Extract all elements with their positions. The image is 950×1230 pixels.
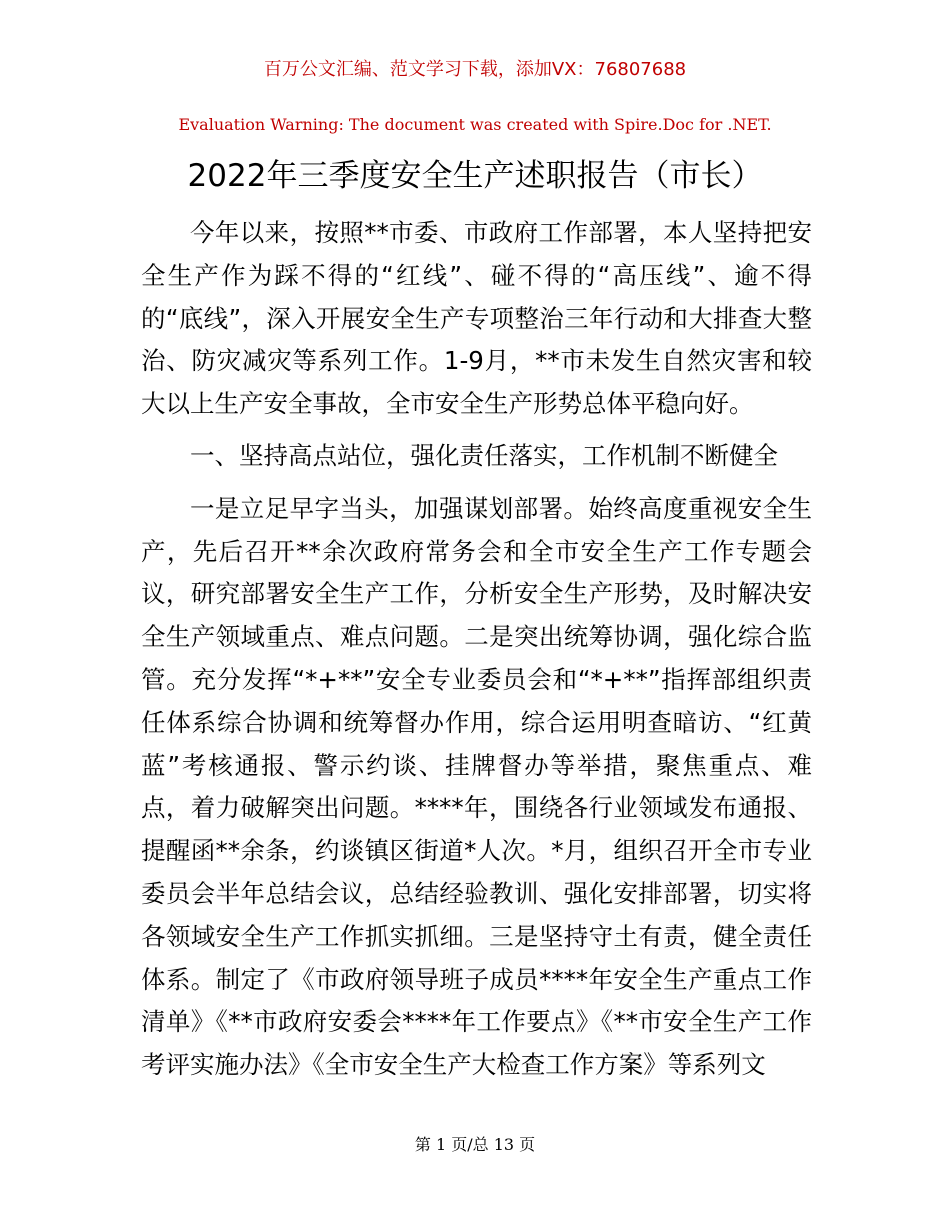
intro-paragraph: 今年以来，按照**市委、市政府工作部署，本人坚持把安全生产作为踩不得的“红线”、碰不得的“高压线”、逾不得的“底线”，深入开展安全生产专项整治三年行动和大排查大整治、防灾减灾等系列工作。1-9月，**市未发生自然灾害和较大以上生产安全事故，全市安全生产形势总体平稳向好。 <box>141 218 812 419</box>
document-title: 2022年三季度安全生产述职报告（市长） <box>187 158 763 194</box>
section-heading: 一、坚持高点站位，强化责任落实，工作机制不断健全 <box>190 441 778 471</box>
body-paragraph: 一是立足早字当头，加强谋划部署。始终高度重视安全生产，先后召开**余次政府常务会和全市安全生产工作专题会议，研究部署安全生产工作，分析安全生产形势，及时解决安全生产领域重点、难点问题。二是突出统筹协调，强化综合监管。充分发挥“*+**”安全专业委员会和“*+**”指挥部组织责任体系综合协调和统筹督办作用，综合运用明查暗访、“红黄蓝”考核通报、警示约谈、挂牌督办等举措，聚焦重点、难点，着力破解突出问题。****年，围绕各行业领域发布通报、提醒函**余条，约谈镇区街道*人次。*月，组织召开全市专业委员会半年总结会议，总结经验教训、强化安排部署，切实将各领域安全生产工作抓实抓细。三是坚持守土有责，健全责任体系。制定了《市政府领导班子成员****年安全生产重点工作清单》《**市政府安委会****年工作要点》《**市安全生产工作考评实施办法》《全市安全生产大检查工作方案》等系列文 <box>141 493 812 1080</box>
document-body <box>141 212 812 1087</box>
page-number-footer: 第 1 页/总 13 页 <box>414 1135 536 1154</box>
header-banner: 百万公文汇编、范文学习下载，添加VX：76807688 <box>263 59 687 80</box>
evaluation-warning: Evaluation Warning: The document was created with Spire.Doc for .NET. <box>178 115 772 134</box>
